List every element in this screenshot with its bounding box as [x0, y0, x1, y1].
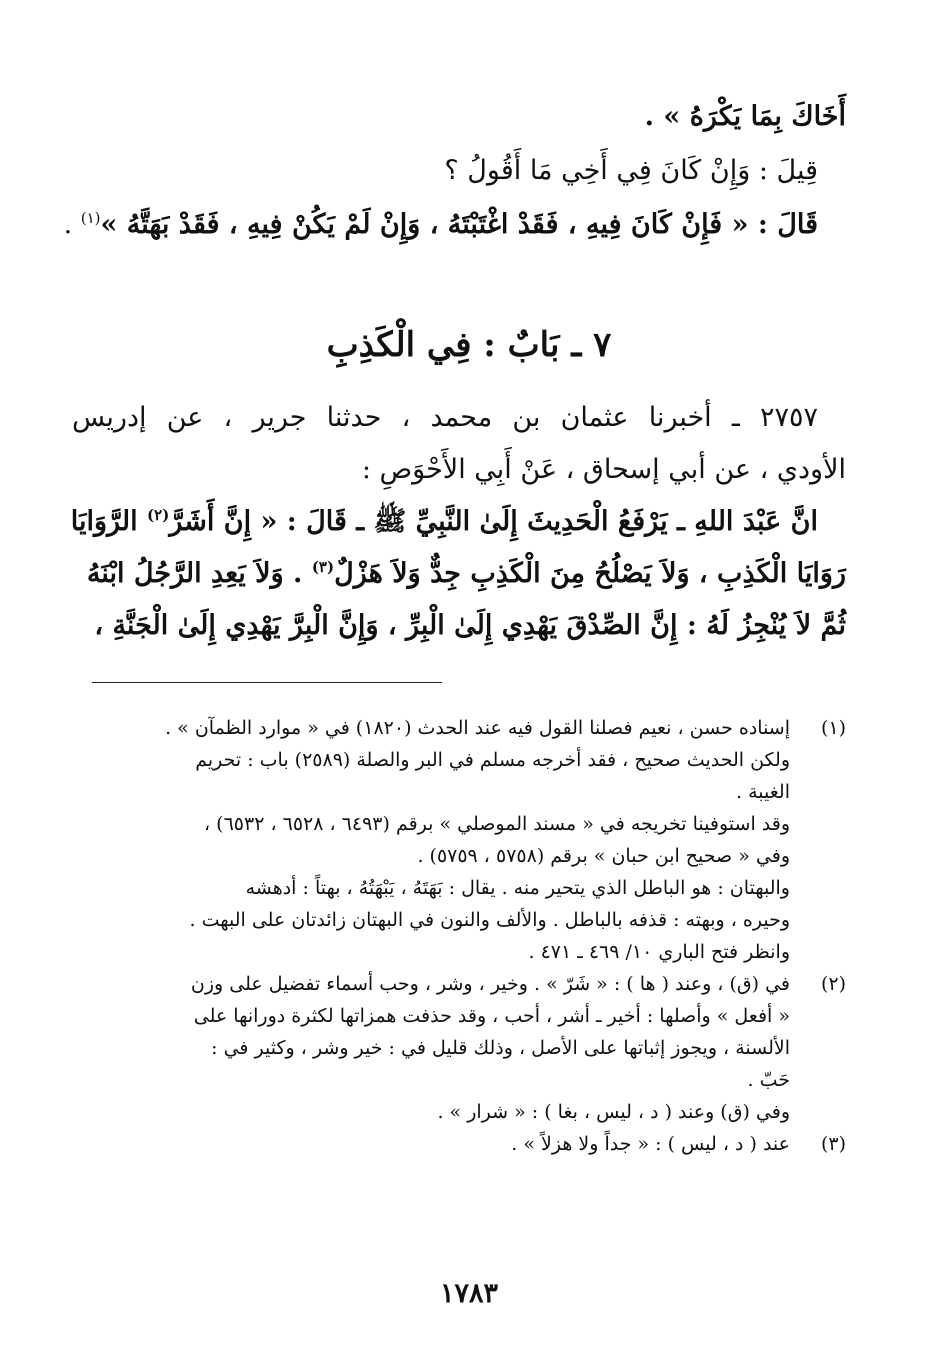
- footnote-line: إسناده حسن ، نعيم فصلنا القول فيه عند الحدث (١٨٢٠) في « موارد الظمآن » .: [165, 717, 790, 739]
- hadith-line-5: ثُمَّ لاَ يُنْجِزُ لَهُ : إِنَّ الصِّدْقَ يَهْدِي إِلَىٰ الْبِرِّ ، وَإِنَّ الْبِرَّ يَهْدِي إِلَىٰ الْجَنَّةِ ،: [94, 610, 846, 641]
- hadith-line-3b: الرَّوَايَا: [70, 506, 148, 537]
- text-line-2: [92, 144, 846, 198]
- footnote-2: [72, 968, 846, 1128]
- footnote-line: وقد استوفينا تخريجه في « مسند الموصلي » برقم (٦٤٩٣ ، ٦٥٢٨ ، ٦٥٣٢) ،: [203, 813, 790, 835]
- footnote-1: [72, 712, 846, 968]
- footnote-line: الألسنة ، ويجوز إثباتها على الأصل ، وذلك قليل في : خير وشر ، وكثير في :: [211, 1037, 790, 1059]
- footnote-line: وفي « صحيح ابن حبان » برقم (٥٧٥٨ ، ٥٧٥٩) .: [417, 845, 790, 867]
- hadith-line-4: [72, 548, 846, 600]
- footnote-line: وانظر فتح الباري ١٠/ ٤٦٩ ـ ٤٧١ .: [528, 941, 790, 963]
- text-line-3-end: .: [63, 209, 81, 240]
- footnote-ref-2: (٢): [147, 506, 170, 524]
- text-line-1: أَخَاكَ بِمَا يَكْرَهُ » .: [644, 101, 846, 132]
- footnote-3: [72, 1128, 846, 1160]
- footnote-line: « أفعل » وأصلها : أخير ـ أشر ، أحب ، وقد حذفت همزاتها لكثرة دورانها على: [193, 1005, 790, 1027]
- text-line-3: [63, 198, 846, 252]
- footnote-line: عند ( د ، ليس ) : « جداً ولا هزلاً » .: [511, 1133, 790, 1155]
- page-number: ١٧٨٣: [439, 1278, 498, 1309]
- footnote-number: (١): [820, 717, 846, 739]
- hadith-line-3a: انَّ عَبْدَ اللهِ ـ يَرْفَعُ الْحَدِيثَ إِلَىٰ النَّبِيِّ ﷺ ـ قَالَ : « إِنَّ أَشَرَّ: [169, 506, 818, 537]
- footnote-line: وحيره ، وبهته : قذفه بالباطل . والألف والنون في البهتان زائدتان على البهت .: [189, 909, 790, 931]
- footnote-line: الغيبة .: [736, 781, 790, 803]
- footnote-line: حَبّ .: [747, 1069, 790, 1091]
- footnote-line: والبهتان : هو الباطل الذي يتحير منه . يقال : بَهَتَهُ ، يَبْهَتُهُ ، بهتاً : أدهشه: [245, 877, 790, 899]
- hadith-line-1: ٢٧٥٧ ـ أخبرنا عثمان بن محمد ، حدثنا جرير ، عن إدريس: [72, 402, 818, 433]
- hadith-line-4a: رَوَايَا الْكَذِبِ ، وَلاَ يَصْلُحُ مِنَ الْكَذِبِ جِدٌّ وَلاَ هَزْلٌ: [334, 558, 846, 589]
- text-line-3-content: قَالَ : « فَإِنْ كَانَ فِيهِ ، فَقَدْ اغْتَبْتَهُ ، وَإِنْ لَمْ يَكُنْ فِيهِ ، فَقَدْ بَهَتَّهُ »: [100, 209, 818, 240]
- hadith-line-2: الأودي ، عن أبي إسحاق ، عَنْ أَبِي الأَحْوَصِ :: [361, 454, 846, 485]
- footnote-number: (٢): [820, 973, 846, 995]
- hadith-line-3: [72, 496, 846, 548]
- hadith-block: [72, 392, 846, 652]
- footnote-ref-3: (٣): [311, 558, 335, 576]
- hadith-line-4b: . وَلاَ يَعِدِ الرَّجُلُ ابْنَهُ: [86, 558, 312, 589]
- footnote-separator: [92, 682, 442, 683]
- footnote-line: ولكن الحديث صحيح ، فقد أخرجه مسلم في البر والصلة (٢٥٨٩) باب : تحريم: [195, 749, 790, 771]
- footnote-line: وفي (ق) وعند ( د ، ليس ، بغا ) : « شرار » .: [437, 1101, 790, 1123]
- footnote-number: (٣): [820, 1133, 846, 1155]
- footnote-ref-1: (١): [80, 209, 101, 227]
- chapter-heading: ٧ ـ بَابٌ : فِي الْكَذِبِ: [326, 325, 612, 365]
- footnotes-block: [72, 712, 846, 1160]
- main-text-block: [63, 90, 846, 252]
- footnote-line: في (ق) ، وعند ( ها ) : « شَرّ » . وخير ، وشر ، وحب أسماء تفضيل على وزن: [190, 973, 790, 995]
- text-line-2-content: قِيلَ : وَإِنْ كَانَ فِي أَخِي مَا أَقُولُ ؟: [444, 155, 818, 186]
